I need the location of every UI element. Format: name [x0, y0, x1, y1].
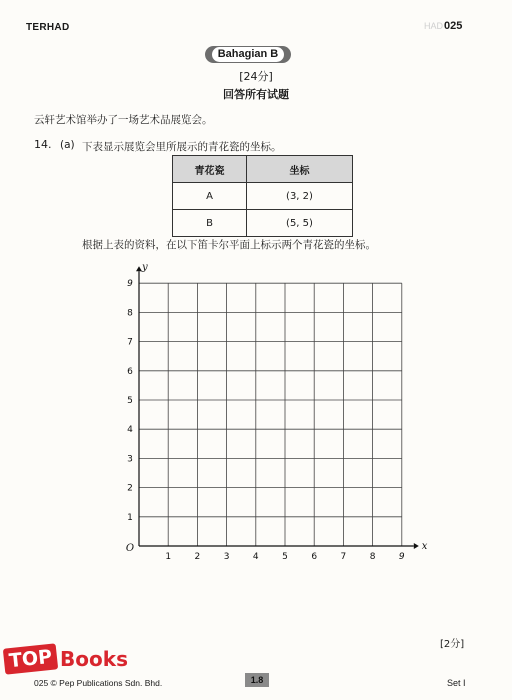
set-label: Set I — [447, 678, 466, 688]
page-number: 1.8 — [245, 673, 269, 687]
question-marks: [2分] — [440, 639, 465, 650]
table-cell-coordinate: (3, 2) — [247, 183, 353, 210]
table-header-item: 青花瓷 — [173, 156, 247, 183]
table-cell-coordinate: (5, 5) — [247, 210, 353, 237]
plot-instruction: 根据上表的资料，在以下笛卡尔平面上标示两个青花瓷的坐标。 — [82, 239, 376, 251]
publisher-logo — [4, 646, 128, 672]
x-tick-label: 9 — [398, 552, 405, 562]
x-tick-label: 6 — [311, 552, 318, 562]
header-restricted-label: TERHAD — [26, 22, 70, 33]
x-tick-label: 3 — [223, 552, 230, 562]
intro-text: 云轩艺术馆举办了一场艺术品展览会。 — [34, 114, 213, 126]
x-tick-label: 2 — [194, 552, 201, 562]
y-tick-label: 8 — [127, 308, 133, 319]
table-header-coordinate: 坐标 — [247, 156, 353, 183]
y-tick-label: 6 — [127, 366, 133, 377]
question-text: 下表显示展览会里所展示的青花瓷的坐标。 — [82, 141, 282, 153]
y-tick-label: 4 — [127, 425, 133, 436]
section-label: Bahagian B — [212, 47, 285, 62]
x-tick-label: 5 — [282, 552, 288, 562]
header-paper-code: 025 — [444, 20, 463, 32]
x-axis-arrow-icon — [414, 543, 419, 549]
question-number: 14. — [34, 138, 52, 151]
table-cell-item: B — [173, 210, 247, 237]
question-part: (a) — [60, 139, 75, 151]
y-tick-label: 3 — [127, 454, 133, 465]
header-ghost-text: HAD — [424, 21, 444, 31]
x-axis-label: x — [421, 541, 428, 552]
origin-label: O — [125, 543, 135, 554]
section-marks: [24分] — [239, 70, 273, 83]
y-tick-label: 2 — [127, 483, 133, 494]
logo-top-text: TOP — [3, 643, 58, 674]
logo-books-text: Books — [60, 647, 128, 671]
y-axis-label: y — [142, 262, 148, 274]
y-tick-label: 5 — [127, 396, 133, 406]
table-cell-item: A — [173, 183, 247, 210]
copyright-text: 025 © Pep Publications Sdn. Bhd. — [34, 678, 163, 688]
y-tick-label: 9 — [127, 279, 133, 290]
y-tick-label: 1 — [127, 512, 133, 523]
x-tick-label: 7 — [340, 552, 347, 562]
x-tick-label: 4 — [252, 552, 259, 562]
section-instruction: 回答所有试题 — [223, 88, 289, 101]
x-tick-label: 8 — [369, 552, 376, 562]
x-tick-label: 1 — [165, 552, 172, 562]
y-tick-label: 7 — [127, 337, 133, 348]
